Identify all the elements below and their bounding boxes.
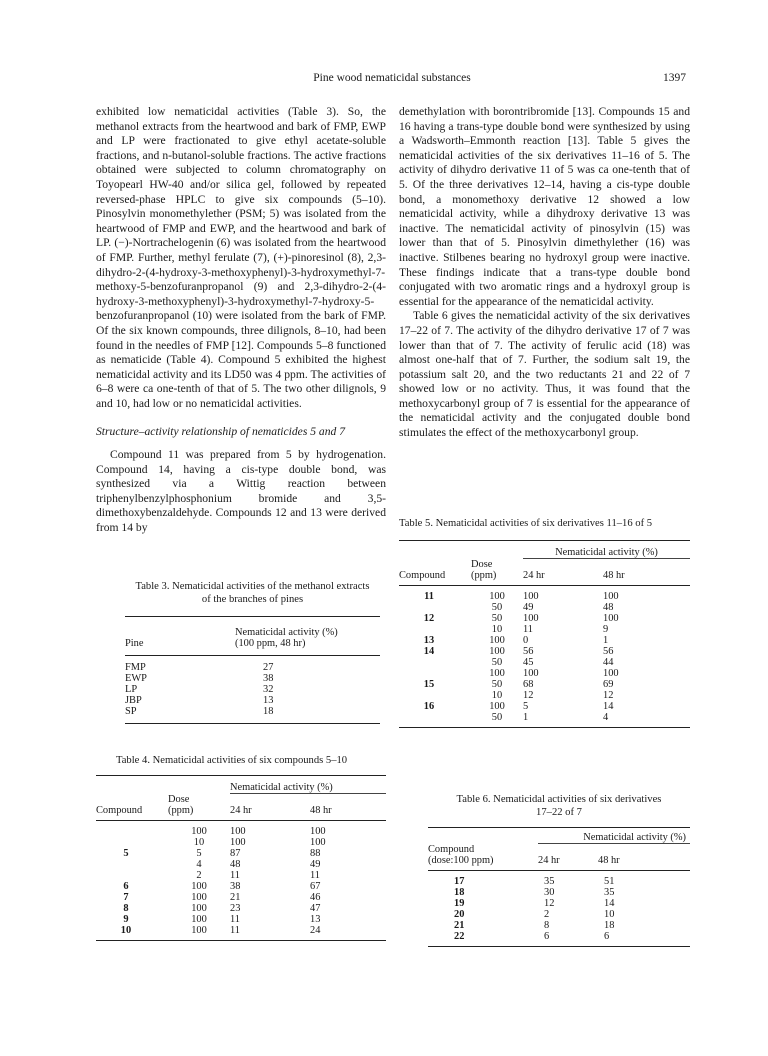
compound-cell: 13	[423, 634, 435, 646]
compound-cell: 19	[454, 897, 465, 909]
dose-cell: 100	[489, 667, 505, 679]
compound-cell: 5	[123, 847, 129, 859]
pine-name-cell: LP	[125, 684, 138, 695]
compound-cell: 10	[120, 924, 132, 936]
activity-cell: 18	[263, 706, 274, 717]
table-6-header-compound: Compound	[428, 843, 475, 855]
table-row	[125, 706, 380, 717]
dose-cell: 100	[191, 924, 207, 936]
activity-24hr-cell: 100	[230, 825, 246, 837]
dose-cell: 10	[193, 836, 205, 848]
brace-cell	[156, 870, 168, 881]
activity-24hr-cell: 49	[523, 601, 534, 613]
table-4-grid	[96, 775, 386, 941]
table-row	[399, 602, 690, 613]
compound-cell	[399, 690, 459, 701]
dose-cell: 100	[191, 880, 207, 892]
brace-cell	[156, 925, 168, 936]
table-row	[96, 903, 386, 914]
compound-cell: 16	[423, 700, 435, 712]
right-paragraph-1: demethylation with borontribromide [13]. Compounds 15 and 16 having a trans-type double bond were synthesized by using a Wadsworth–Emmonth reaction [13]. Table 5 gives the nematicidal activities of the six derivatives 11–16 of 5. The activity of dihydro derivative 11 of 5 was ca one-tenth that of 5. Of the three derivatives 12–14, having a cis-type double bond, a monomethoxy derivative 12 showed a low nematicidal activity, while a dihydroxy derivative 13 was inactive. The nematicidal activity of pinosylvin (15) was lower than that of 5. Pinosylvin dimethylether (16) was inactive. Stilbenes bearing no hydroxyl group were inactive. These findings indicate that a trans-type double bond conjugated with two aromatic rings and a hydroxyl group is essential for the appearance of the nematicidal activity.	[399, 105, 690, 308]
dose-cell: 100	[191, 825, 207, 837]
activity-24hr-cell: 30	[544, 886, 555, 898]
table-row	[96, 914, 386, 925]
activity-48hr-cell: 14	[603, 700, 614, 712]
compound-cell: 9	[123, 913, 129, 925]
dose-cell: 2	[196, 869, 202, 881]
activity-24hr-cell: 11	[230, 869, 241, 881]
activity-24hr-cell: 21	[230, 891, 241, 903]
compound-cell: 22	[454, 930, 465, 942]
left-column	[96, 105, 386, 536]
activity-24hr-cell: 100	[523, 612, 539, 624]
activity-48hr-cell: 13	[310, 913, 321, 925]
table-6-grid	[428, 827, 690, 947]
activity-24hr-cell: 100	[230, 836, 246, 848]
dose-cell: 5	[196, 847, 202, 859]
table-row	[399, 668, 690, 679]
table-row	[428, 876, 690, 887]
brace-cell	[156, 903, 168, 914]
table-row	[96, 870, 386, 881]
table-3-header-pine: Pine	[125, 638, 144, 649]
compound-cell	[399, 657, 459, 668]
compound-cell: 6	[123, 880, 129, 892]
right-paragraph-2: Table 6 gives the nematicidal activity of the six derivatives 17–22 of 7. The activity of the dihydro derivative 17 of 7 was lower than that of 7. The activity of ferulic acid (18) was almost one-half that of 7. Further, the sodium salt 19, the potassium salt 20, and the two reductants 21 and 22 of 7 showed low or no activity. Thus, it was found that the methoxycarbonyl group of 7 is essential for the appearance of the nematicidal activity and the conjugated double bond stimulates the effect of the methoxycarbonyl group.	[399, 309, 690, 440]
activity-48hr-cell: 44	[603, 656, 614, 668]
activity-24hr-cell: 1	[523, 711, 529, 723]
dose-cell: 100	[489, 645, 505, 657]
table-4-header-dose: Dose	[168, 793, 190, 805]
activity-24hr-cell: 5	[523, 700, 529, 712]
table-row	[125, 662, 380, 673]
compound-cell: 12	[423, 612, 435, 624]
page-number: 1397	[663, 72, 686, 84]
table-6-header-activity: Nematicidal activity (%)	[583, 832, 686, 843]
table-4-header-activity: Nematicidal activity (%)	[230, 782, 333, 793]
table-row	[399, 613, 690, 624]
activity-48hr-cell: 88	[310, 847, 321, 859]
compound-cell	[399, 712, 459, 723]
table-row	[96, 848, 386, 859]
activity-48hr-cell: 56	[603, 645, 614, 657]
activity-24hr-cell: 68	[523, 678, 534, 690]
section-heading: Structure–activity relationship of nematicides 5 and 7	[96, 425, 346, 439]
activity-24hr-cell: 23	[230, 902, 241, 914]
activity-48hr-cell: 100	[310, 825, 326, 837]
activity-24hr-cell: 56	[523, 645, 534, 657]
table-row	[428, 909, 690, 920]
table-6-caption-1: Table 6. Nematicidal activities of six derivatives	[456, 794, 662, 805]
brace-cell	[156, 892, 168, 903]
activity-48hr-cell: 100	[603, 590, 619, 602]
brace-cell	[156, 848, 168, 859]
brace-cell	[459, 668, 471, 679]
activity-48hr-cell: 18	[604, 919, 615, 931]
table-row	[399, 679, 690, 690]
activity-cell: 32	[263, 684, 274, 695]
activity-cell: 13	[263, 695, 274, 706]
dose-cell: 4	[196, 858, 202, 870]
dose-cell: 50	[491, 711, 503, 723]
dose-cell: 10	[491, 689, 503, 701]
table-3	[125, 580, 380, 724]
table-5-header-ppm: (ppm)	[471, 569, 497, 581]
activity-24hr-cell: 100	[523, 667, 539, 679]
table-5-grid	[399, 540, 690, 728]
table-4-header-24hr: 24 hr	[230, 804, 252, 816]
compound-cell: 20	[454, 908, 465, 920]
brace-cell	[459, 613, 471, 624]
table-4-header-ppm: (ppm)	[168, 804, 194, 816]
table-row	[96, 881, 386, 892]
activity-24hr-cell: 87	[230, 847, 241, 859]
brace-cell	[156, 881, 168, 892]
compound-cell: 18	[454, 886, 465, 898]
table-row	[96, 925, 386, 936]
brace-cell	[459, 624, 471, 635]
table-6-header-48hr: 48 hr	[598, 854, 620, 866]
brace-cell	[156, 837, 168, 848]
brace-cell	[156, 859, 168, 870]
left-paragraph-2: Compound 11 was prepared from 5 by hydrogenation. Compound 14, having a cis-type double bond, was synthesized via a Wittig reaction between triphenylbenzylphosphonium bromide and 3,5-dimethoxybenzaldehyde. Compounds 12 and 13 were derived from 14 by	[96, 448, 386, 535]
activity-48hr-cell: 100	[310, 836, 326, 848]
table-row	[428, 931, 690, 942]
compound-cell: 7	[123, 891, 129, 903]
table-6-header-24hr: 24 hr	[538, 854, 560, 866]
dose-cell: 50	[491, 678, 503, 690]
brace-cell	[156, 914, 168, 925]
table-3-header-dose: (100 ppm, 48 hr)	[235, 638, 306, 649]
brace-cell	[459, 646, 471, 657]
compound-cell: 17	[454, 875, 465, 887]
table-5-header-24hr: 24 hr	[523, 569, 545, 581]
table-row	[399, 712, 690, 723]
brace-cell	[459, 679, 471, 690]
activity-48hr-cell: 67	[310, 880, 321, 892]
table-5-header-48hr: 48 hr	[603, 569, 625, 581]
activity-24hr-cell: 11	[523, 623, 534, 635]
compound-cell: 8	[123, 902, 129, 914]
activity-48hr-cell: 9	[603, 623, 609, 635]
table-6-header-dose: (dose:100 ppm)	[428, 854, 494, 866]
brace-cell	[459, 701, 471, 712]
activity-48hr-cell: 10	[604, 908, 615, 920]
dose-cell: 100	[489, 700, 505, 712]
activity-48hr-cell: 35	[604, 886, 615, 898]
activity-24hr-cell: 8	[544, 919, 550, 931]
table-row	[399, 657, 690, 668]
dose-cell: 50	[491, 612, 503, 624]
activity-48hr-cell: 6	[604, 930, 610, 942]
table-4-caption: Table 4. Nematicidal activities of six compounds 5–10	[116, 755, 348, 766]
compound-cell	[399, 602, 459, 613]
brace-cell	[459, 657, 471, 668]
table-row	[399, 635, 690, 646]
running-title: Pine wood nematicidal substances	[313, 72, 471, 84]
compound-cell	[96, 870, 156, 881]
pine-name-cell: JBP	[125, 695, 142, 706]
activity-48hr-cell: 11	[310, 869, 321, 881]
compound-cell: 11	[424, 590, 434, 602]
dose-cell: 100	[489, 634, 505, 646]
brace-cell	[459, 635, 471, 646]
table-row	[399, 701, 690, 712]
right-column	[399, 105, 690, 441]
activity-24hr-cell: 45	[523, 656, 534, 668]
activity-48hr-cell: 49	[310, 858, 321, 870]
table-row	[125, 673, 380, 684]
compound-cell: 21	[454, 919, 465, 931]
activity-24hr-cell: 12	[544, 897, 555, 909]
table-4-header-compound: Compound	[96, 804, 143, 816]
activity-48hr-cell: 69	[603, 678, 614, 690]
activity-24hr-cell: 2	[544, 908, 550, 920]
activity-24hr-cell: 100	[523, 590, 539, 602]
pine-name-cell: SP	[125, 706, 137, 717]
table-5-header-dose: Dose	[471, 558, 493, 570]
activity-48hr-cell: 100	[603, 667, 619, 679]
dose-cell: 100	[191, 913, 207, 925]
compound-cell	[96, 826, 156, 837]
table-row	[428, 898, 690, 909]
table-row	[96, 837, 386, 848]
table-5-header-compound: Compound	[399, 569, 446, 581]
pine-name-cell: FMP	[125, 662, 146, 673]
table-3-header-activity: Nematicidal activity (%)	[235, 627, 338, 638]
activity-24hr-cell: 38	[230, 880, 241, 892]
brace-cell	[459, 712, 471, 723]
activity-24hr-cell: 48	[230, 858, 241, 870]
compound-cell	[399, 668, 459, 679]
compound-cell	[96, 859, 156, 870]
activity-48hr-cell: 47	[310, 902, 321, 914]
activity-24hr-cell: 0	[523, 634, 529, 646]
dose-cell: 50	[491, 601, 503, 613]
compound-cell	[96, 837, 156, 848]
table-5	[399, 517, 690, 728]
compound-cell: 14	[423, 645, 435, 657]
brace-cell	[459, 690, 471, 701]
activity-24hr-cell: 35	[544, 875, 555, 887]
activity-48hr-cell: 14	[604, 897, 615, 909]
activity-48hr-cell: 51	[604, 875, 615, 887]
activity-48hr-cell: 100	[603, 612, 619, 624]
dose-cell: 100	[191, 891, 207, 903]
table-4-header-48hr: 48 hr	[310, 804, 332, 816]
pine-name-cell: EWP	[125, 673, 147, 684]
compound-cell	[399, 624, 459, 635]
activity-cell: 38	[263, 673, 274, 684]
activity-48hr-cell: 24	[310, 924, 321, 936]
table-3-grid	[125, 616, 380, 724]
compound-cell: 15	[423, 678, 435, 690]
dose-cell: 100	[489, 590, 505, 602]
table-row	[428, 920, 690, 931]
table-row	[96, 892, 386, 903]
activity-24hr-cell: 12	[523, 689, 534, 701]
table-6-caption-2: 17–22 of 7	[536, 807, 582, 818]
activity-48hr-cell: 12	[603, 689, 614, 701]
activity-48hr-cell: 1	[603, 634, 609, 646]
table-4	[96, 754, 386, 941]
activity-24hr-cell: 11	[230, 913, 241, 925]
table-row	[399, 624, 690, 635]
table-row	[399, 646, 690, 657]
activity-24hr-cell: 6	[544, 930, 550, 942]
table-row	[428, 887, 690, 898]
activity-48hr-cell: 46	[310, 891, 321, 903]
activity-48hr-cell: 4	[603, 711, 609, 723]
brace-cell	[459, 591, 471, 602]
table-6	[428, 793, 690, 947]
dose-cell: 50	[491, 656, 503, 668]
activity-cell: 27	[263, 662, 274, 673]
table-row	[399, 591, 690, 602]
brace-cell	[156, 826, 168, 837]
left-paragraph-1: exhibited low nematicidal activities (Table 3). So, the methanol extracts from the heartwood and bark of FMP, EWP and LP were fractionated to give ethyl acetate-soluble fractions, and n-butanol-soluble fractions. The active fractions obtained were subjected to column chromatography on Toyopearl HW-40 and/or silica gel, followed by repeated reversed-phase HPLC to give six compounds (5–10). Pinosylvin monomethylether (PSM; 5) was isolated from the heartwood of FMP and EWP, and the heartwood and bark of LP. (−)-Nortrachelogenin (6) was isolated from the heartwood of FMP. Further, methyl ferulate (7), (+)-pinoresinol (8), 2,3-dihydro-2-(4-hydroxy-3-methoxyphenyl)-3-hydroxymethyl-7-methoxy-5-benzofuranpropanol (9) and 2,3-dihydro-2-(4-hydroxy-3-methoxyphenyl)-3-hydroxymethyl-7-hydroxy-5-benzofuranpropanol (10) were isolated from the bark of FMP. Of the six known compounds, three dilignols, 8–10, had been found in the needles of FMP [12]. Compounds 5–8 functioned as nematicide (Table 4). Compound 5 exhibited the highest nematicidal activity and its LD50 was 4 ppm. The activities of 6–8 were ca one-tenth of that of 5. The two other dilignols, 9 and 10, had low or no nematicidal activities.	[96, 105, 386, 410]
dose-cell: 100	[191, 902, 207, 914]
dose-cell: 10	[491, 623, 503, 635]
activity-48hr-cell: 48	[603, 601, 614, 613]
table-3-caption: Table 3. Nematicidal activities of the methanol extracts of the branches of pines	[135, 581, 370, 605]
activity-24hr-cell: 11	[230, 924, 241, 936]
table-5-caption: Table 5. Nematicidal activities of six derivatives 11–16 of 5	[399, 518, 653, 529]
table-row	[125, 684, 380, 695]
table-5-header-activity: Nematicidal activity (%)	[555, 547, 658, 558]
table-row	[96, 859, 386, 870]
table-row	[399, 690, 690, 701]
table-row	[125, 695, 380, 706]
brace-cell	[459, 602, 471, 613]
table-row	[96, 826, 386, 837]
